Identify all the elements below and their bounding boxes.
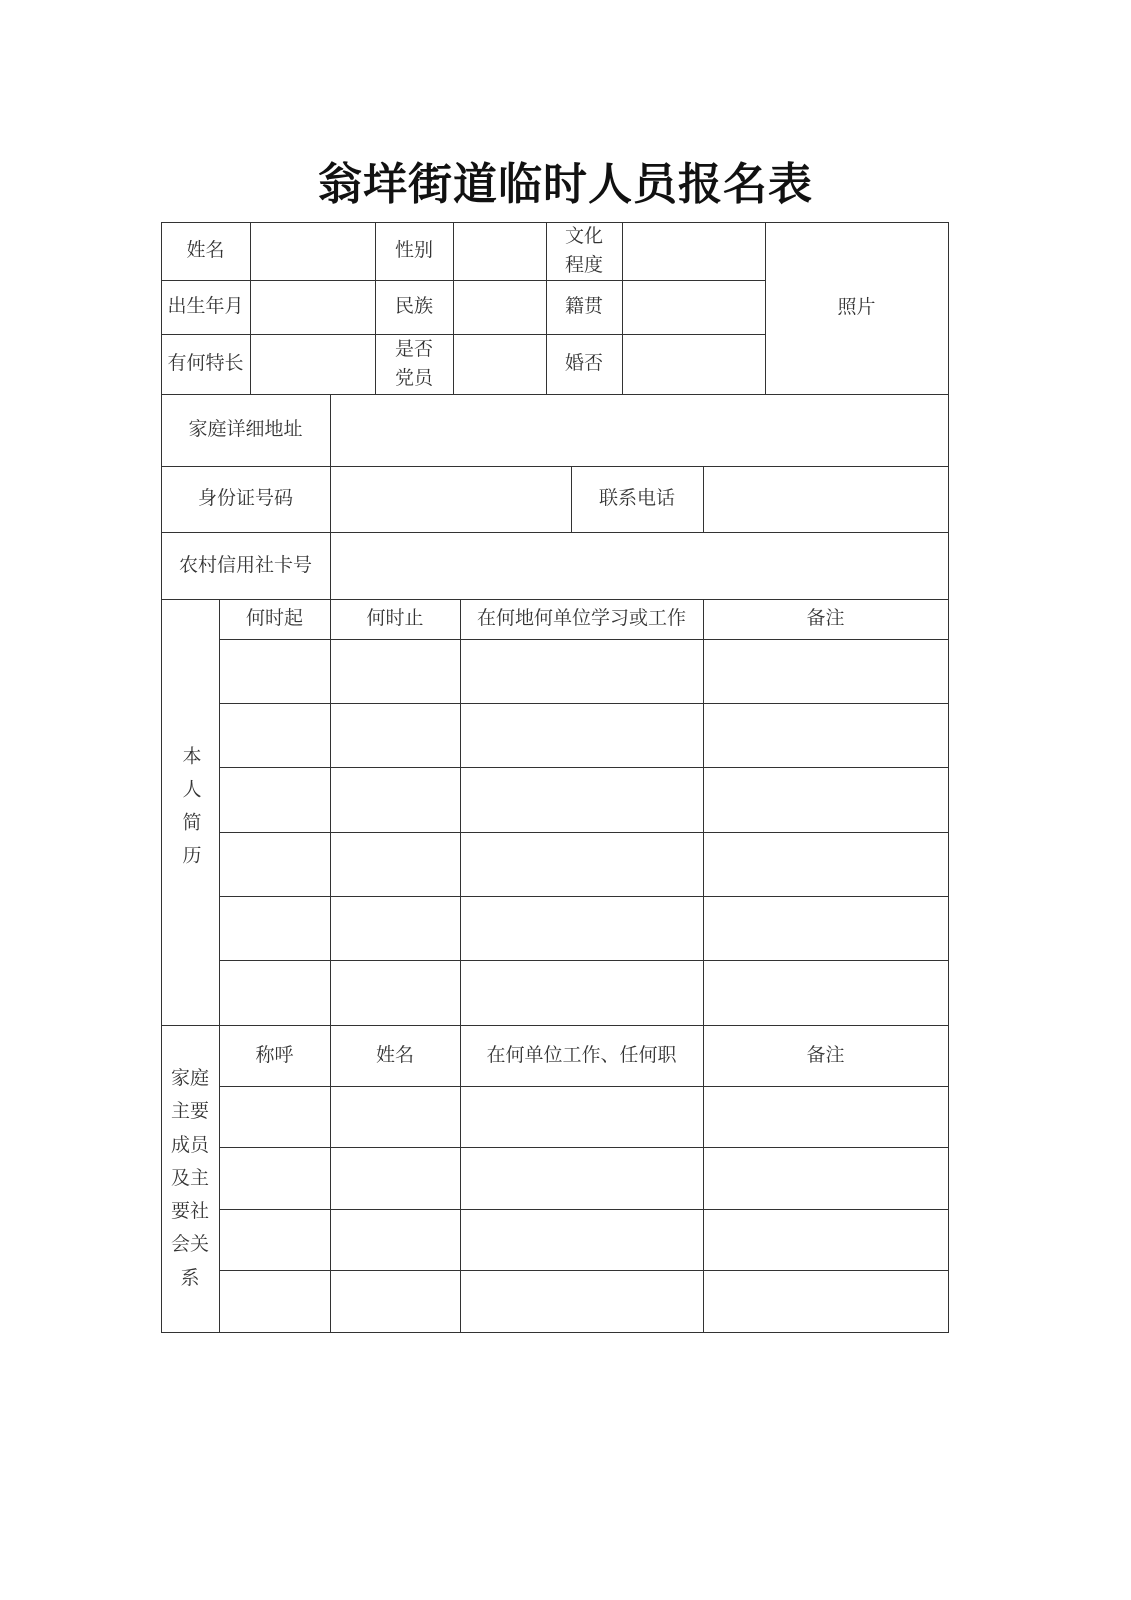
education-label-line-1: 文化 <box>564 224 603 247</box>
resume-row[interactable] <box>220 961 948 1025</box>
bank-card-field[interactable] <box>331 533 948 599</box>
family-row[interactable] <box>220 1271 948 1332</box>
id-number-field[interactable] <box>331 467 571 532</box>
party-member-label <box>375 334 453 394</box>
native-place-label: 籍贯 <box>564 295 603 318</box>
family-row[interactable] <box>220 1087 948 1147</box>
specialty-label: 有何特长 <box>167 352 244 375</box>
resume-header-remarks: 备注 <box>806 607 845 630</box>
resume-section-label <box>161 599 219 1025</box>
family-header-workplace: 在何单位工作、任何职 <box>486 1043 677 1066</box>
ethnicity-label: 民族 <box>394 295 433 318</box>
family-section-label <box>161 1025 219 1332</box>
family-label-line: 主要 <box>170 1100 209 1123</box>
marital-field[interactable] <box>623 335 765 394</box>
address-field[interactable] <box>331 395 948 466</box>
address-label: 家庭详细地址 <box>188 418 303 441</box>
resume-header-from: 何时起 <box>245 607 303 630</box>
bank-card-label: 农村信用社卡号 <box>178 553 312 576</box>
resume-header-to: 何时止 <box>366 607 424 630</box>
name-label: 姓名 <box>186 239 225 262</box>
family-label-line: 会关 <box>170 1233 209 1256</box>
phone-label: 联系电话 <box>598 487 675 510</box>
name-field[interactable] <box>251 223 375 280</box>
resume-row[interactable] <box>220 897 948 960</box>
party-member-field[interactable] <box>454 335 546 394</box>
native-place-field[interactable] <box>623 281 765 334</box>
family-row[interactable] <box>220 1148 948 1209</box>
form-title: 翁垟街道临时人员报名表 <box>318 159 813 210</box>
ethnicity-field[interactable] <box>454 281 546 334</box>
resume-row[interactable] <box>220 640 948 703</box>
resume-row[interactable] <box>220 704 948 767</box>
family-header-name: 姓名 <box>375 1043 414 1066</box>
id-number-label: 身份证号码 <box>197 487 293 510</box>
gender-field[interactable] <box>454 223 546 280</box>
marital-label: 婚否 <box>564 352 603 375</box>
photo-box[interactable]: 照片 <box>837 296 876 319</box>
party-label-line-1: 是否 <box>394 337 433 360</box>
family-label-line: 成员 <box>170 1133 209 1156</box>
family-label-line: 要社 <box>170 1200 209 1223</box>
gender-label: 性别 <box>394 239 433 262</box>
birth-label: 出生年月 <box>167 295 244 318</box>
family-label-line: 家庭 <box>170 1067 209 1090</box>
phone-field[interactable] <box>704 467 948 532</box>
resume-header-place: 在何地何单位学习或工作 <box>476 607 686 630</box>
family-label-line: 系 <box>180 1266 200 1289</box>
party-label-line-2: 党员 <box>394 367 433 389</box>
resume-row[interactable] <box>220 833 948 896</box>
family-row[interactable] <box>220 1210 948 1270</box>
resume-side-label: 本人简历 <box>179 746 202 878</box>
family-header-relation: 称呼 <box>255 1043 294 1066</box>
education-field[interactable] <box>623 223 765 280</box>
education-label-line-2: 程度 <box>564 254 603 276</box>
family-label-line: 及主 <box>170 1166 209 1189</box>
education-label <box>546 222 622 280</box>
resume-row[interactable] <box>220 768 948 832</box>
specialty-field[interactable] <box>251 335 375 394</box>
family-header-remarks: 备注 <box>806 1043 845 1066</box>
birth-field[interactable] <box>251 281 375 334</box>
